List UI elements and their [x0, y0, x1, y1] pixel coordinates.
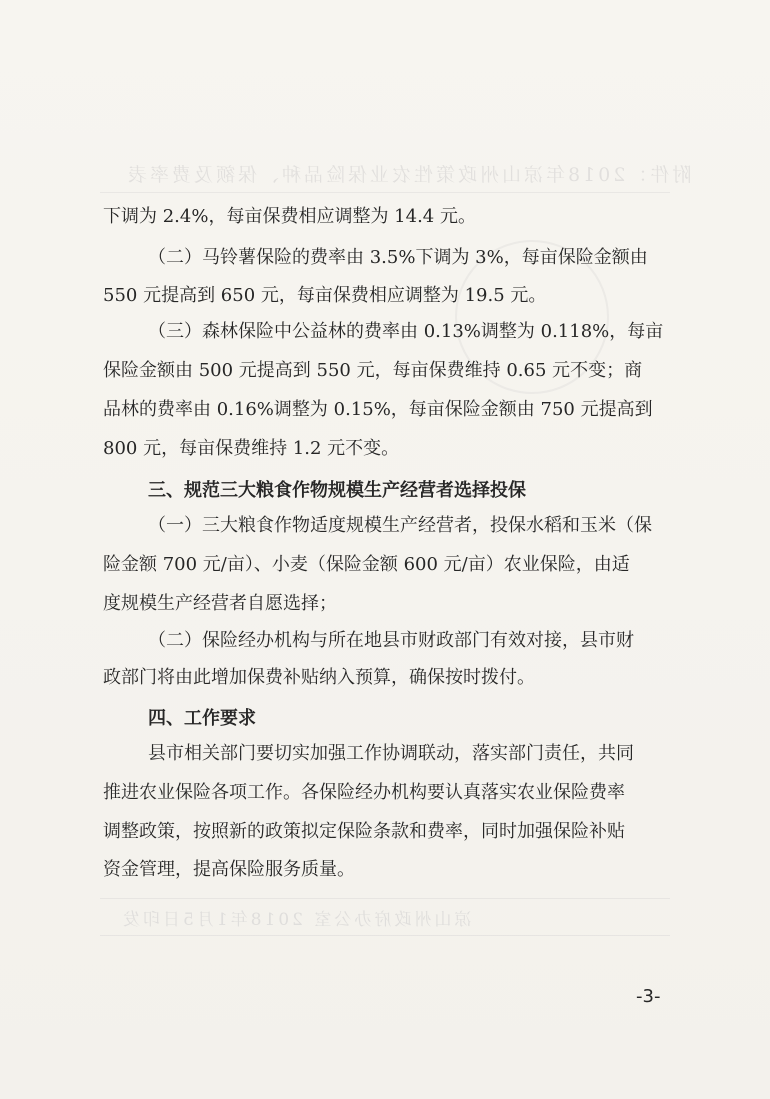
paragraph-line: （一）三大粮食作物适度规模生产经营者，投保水稻和玉米（保: [148, 515, 652, 536]
paragraph-line: 550 元提高到 650 元，每亩保费相应调整为 19.5 元。: [103, 285, 547, 306]
paragraph-line: 度规模生产经营者自愿选择；: [103, 593, 337, 614]
bleed-through-rule: [100, 935, 670, 936]
page-number: -3-: [636, 986, 661, 1007]
paragraph-line: 险金额 700 元/亩）、小麦（保险金额 600 元/亩）农业保险，由适: [103, 554, 630, 575]
bleed-through-rule: [100, 898, 670, 899]
paragraph-line: 政部门将由此增加保费补贴纳入预算，确保按时拨付。: [103, 667, 535, 688]
paragraph-line: 县市相关部门要切实加强工作协调联动，落实部门责任，共同: [148, 743, 634, 764]
section-heading: 四、工作要求: [148, 708, 256, 729]
paragraph-line: （二）马铃薯保险的费率由 3.5%下调为 3%，每亩保险金额由: [148, 247, 648, 268]
paragraph-line: 下调为 2.4%，每亩保费相应调整为 14.4 元。: [103, 206, 476, 227]
paragraph-line: 品林的费率由 0.16%调整为 0.15%，每亩保险金额由 750 元提高到: [103, 399, 653, 420]
bleed-through-text-top: 附件：2018年凉山州政策性农业保险品种、保额及费率表: [125, 164, 692, 186]
bleed-through-rule: [100, 192, 670, 193]
section-heading: 三、规范三大粮食作物规模生产经营者选择投保: [148, 480, 526, 501]
paragraph-line: 调整政策，按照新的政策拟定保险条款和费率，同时加强保险补贴: [103, 821, 625, 842]
paragraph-line: （三）森林保险中公益林的费率由 0.13%调整为 0.118%，每亩: [148, 321, 664, 342]
bleed-through-text-bottom: 凉山州政府办公室 2018年1月5日印发: [120, 910, 472, 930]
paragraph-line: 800 元，每亩保费维持 1.2 元不变。: [103, 438, 400, 459]
paragraph-line: 资金管理，提高保险服务质量。: [103, 859, 355, 880]
paragraph-line: （二）保险经办机构与所在地县市财政部门有效对接，县市财: [148, 630, 634, 651]
paragraph-line: 推进农业保险各项工作。各保险经办机构要认真落实农业保险费率: [103, 782, 625, 803]
paragraph-line: 保险金额由 500 元提高到 550 元，每亩保费维持 0.65 元不变；商: [103, 360, 643, 381]
